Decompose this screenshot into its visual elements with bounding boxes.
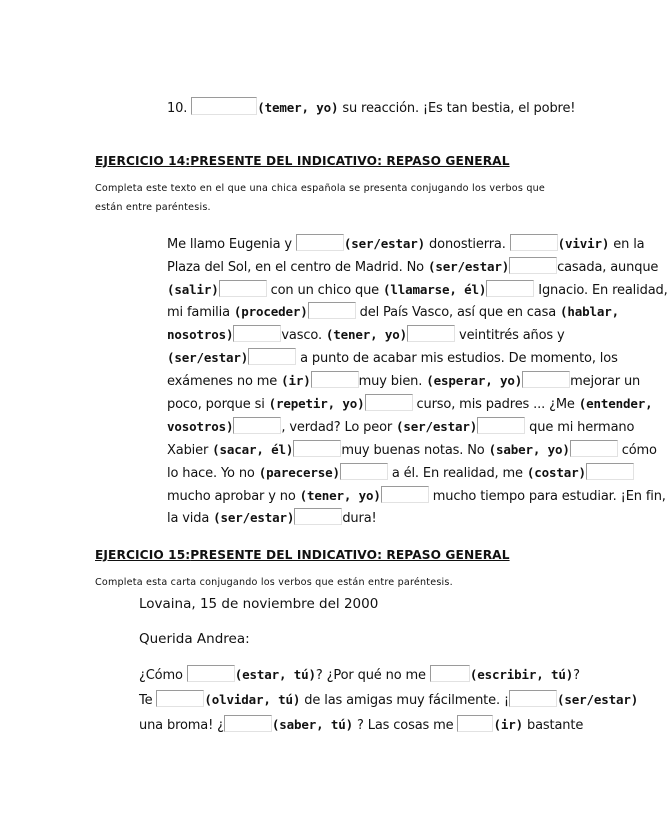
text: ? ¿Por qué no me [315, 668, 430, 683]
text: veintitrés años y [455, 328, 565, 343]
text: a punto de acabar mis estudios. De momento, los [296, 351, 618, 366]
exercise-14-instruction-cont: están entre paréntesis. [95, 202, 211, 213]
item-number: 10. [167, 101, 188, 116]
verb-hint: (olvidar, tú) [204, 692, 301, 707]
paragraph-line [167, 280, 668, 301]
answer-blank[interactable] [340, 463, 388, 480]
paragraph-line [167, 417, 634, 438]
verb-hint: (ir) [493, 717, 523, 732]
answer-blank[interactable] [296, 234, 344, 251]
answer-blank[interactable] [156, 690, 204, 707]
answer-blank[interactable] [365, 394, 413, 411]
exercise-14-instruction: Completa este texto en el que una chica española se presenta conjugando los verbos que [95, 183, 545, 194]
answer-blank[interactable] [294, 508, 342, 525]
paragraph-line [167, 348, 618, 369]
answer-blank[interactable] [233, 325, 281, 342]
text: mucho tiempo para estudiar. ¡En fin, [428, 489, 666, 504]
text: mejorar un [570, 374, 641, 389]
text: poco, porque si [167, 397, 269, 412]
text: curso, mis padres ... ¿Me [412, 397, 579, 412]
text: exámenes no me [167, 374, 282, 389]
text: , verdad? Lo peor [281, 420, 397, 435]
text: ? Las cosas me [353, 718, 458, 733]
answer-blank[interactable] [457, 715, 493, 732]
text: donostierra. [425, 237, 510, 252]
answer-blank[interactable] [293, 440, 341, 457]
answer-blank[interactable] [430, 665, 470, 682]
text: bastante [523, 718, 584, 733]
verb-hint: (temer, yo) [257, 100, 339, 115]
paragraph-line [167, 371, 640, 392]
text: vasco. [281, 328, 326, 343]
verb-hint: (costar) [526, 465, 586, 480]
verb-hint: (ser/estar) [213, 510, 295, 525]
exercise-title: EJERCICIO 15: [95, 548, 191, 562]
verb-hint: (tener, yo) [325, 327, 408, 342]
answer-blank[interactable] [381, 486, 429, 503]
verb-hint: (escribir, tú) [469, 667, 574, 682]
text: del País Vasco, así que en casa [355, 305, 561, 320]
text: que mi hermano [525, 420, 635, 435]
answer-blank[interactable] [311, 371, 359, 388]
answer-blank[interactable] [477, 417, 525, 434]
exercise-14-heading [95, 154, 510, 168]
text: la vida [167, 511, 214, 526]
verb-hint: nosotros) [167, 327, 234, 342]
text: Ignacio. En realidad, [534, 283, 668, 298]
paragraph-line [167, 257, 658, 278]
verb-hint: (ser/estar) [557, 692, 639, 707]
answer-blank[interactable] [510, 234, 558, 251]
verb-hint: (ser/estar) [396, 419, 478, 434]
paragraph-line [167, 440, 657, 461]
verb-hint: (ser/estar) [167, 350, 249, 365]
text: ? [573, 668, 580, 683]
answer-blank[interactable] [233, 417, 281, 434]
verb-hint: (sacar, él) [212, 442, 294, 457]
verb-hint: (ir) [281, 373, 311, 388]
text: muy bien. [358, 374, 427, 389]
text: muy buenas notas. No [341, 443, 489, 458]
exercise-subtitle: PRESENTE DEL INDICATIVO: REPASO GENERAL [190, 548, 510, 562]
verb-hint: (hablar, [560, 304, 620, 319]
text: ¿Cómo [139, 668, 187, 683]
paragraph-line [167, 394, 653, 415]
text: mucho aprobar y no [167, 489, 300, 504]
verb-hint: (entender, [578, 396, 653, 411]
verb-hint: (esperar, yo) [426, 373, 523, 388]
sentence-text: su reacción. ¡Es tan bestia, el pobre! [338, 101, 576, 116]
paragraph-line [167, 234, 645, 255]
paragraph-line [167, 508, 377, 529]
verb-hint: (tener, yo) [299, 488, 381, 503]
text: Xabier [167, 443, 213, 458]
letter-line [139, 665, 580, 686]
answer-blank[interactable] [308, 302, 356, 319]
answer-blank[interactable] [509, 257, 557, 274]
verb-hint: (llamarse, él) [383, 282, 487, 297]
exercise-15-heading [95, 548, 510, 562]
letter-greeting: Querida Andrea: [139, 631, 250, 647]
text: en la [609, 237, 645, 252]
text: de las amigas muy fácilmente. ¡ [300, 693, 509, 708]
verb-hint: (estar, tú) [234, 667, 316, 682]
item-10-line [167, 97, 575, 119]
verb-hint: (proceder) [233, 304, 308, 319]
verb-hint: (salir) [167, 282, 219, 297]
verb-hint: (vivir) [557, 236, 610, 251]
verb-hint: (saber, yo) [488, 442, 570, 457]
text: mi familia [167, 305, 234, 320]
answer-blank[interactable] [407, 325, 455, 342]
paragraph-line [167, 325, 565, 346]
text: Plaza del Sol, en el centro de Madrid. No [167, 260, 428, 275]
text: Me llamo Eugenia y [167, 237, 296, 252]
verb-hint: (repetir, yo) [268, 396, 365, 411]
text: dura! [342, 511, 377, 526]
letter-date: Lovaina, 15 de noviembre del 2000 [139, 596, 379, 612]
letter-line [139, 690, 638, 711]
text: casada, aunque [557, 260, 659, 275]
text: con un chico que [266, 283, 384, 298]
verb-hint: (ser/estar) [343, 236, 426, 251]
text: una broma! ¿ [139, 718, 224, 733]
answer-blank[interactable] [486, 280, 534, 297]
verb-hint: vosotros) [167, 419, 234, 434]
text: Te [139, 693, 157, 708]
paragraph-line [167, 463, 634, 484]
verb-hint: (ser/estar) [427, 259, 510, 274]
text: lo hace. Yo no [167, 466, 259, 481]
exercise-title: EJERCICIO 14: [95, 154, 191, 168]
paragraph-line [167, 486, 666, 507]
paragraph-line [167, 302, 619, 323]
answer-blank[interactable] [191, 97, 257, 115]
answer-blank[interactable] [187, 665, 235, 682]
exercise-15-instruction: Completa esta carta conjugando los verbos que están entre paréntesis. [95, 577, 453, 588]
text: cómo [617, 443, 657, 458]
text: a él. En realidad, me [387, 466, 527, 481]
verb-hint: (saber, tú) [271, 717, 354, 732]
answer-blank[interactable] [224, 715, 272, 732]
answer-blank[interactable] [586, 463, 634, 480]
answer-blank[interactable] [219, 280, 267, 297]
exercise-subtitle: PRESENTE DEL INDICATIVO: REPASO GENERAL [190, 154, 510, 168]
answer-blank[interactable] [248, 348, 296, 365]
verb-hint: (parecerse) [258, 465, 340, 480]
answer-blank[interactable] [509, 690, 557, 707]
letter-line [139, 715, 583, 736]
answer-blank[interactable] [570, 440, 618, 457]
answer-blank[interactable] [522, 371, 570, 388]
